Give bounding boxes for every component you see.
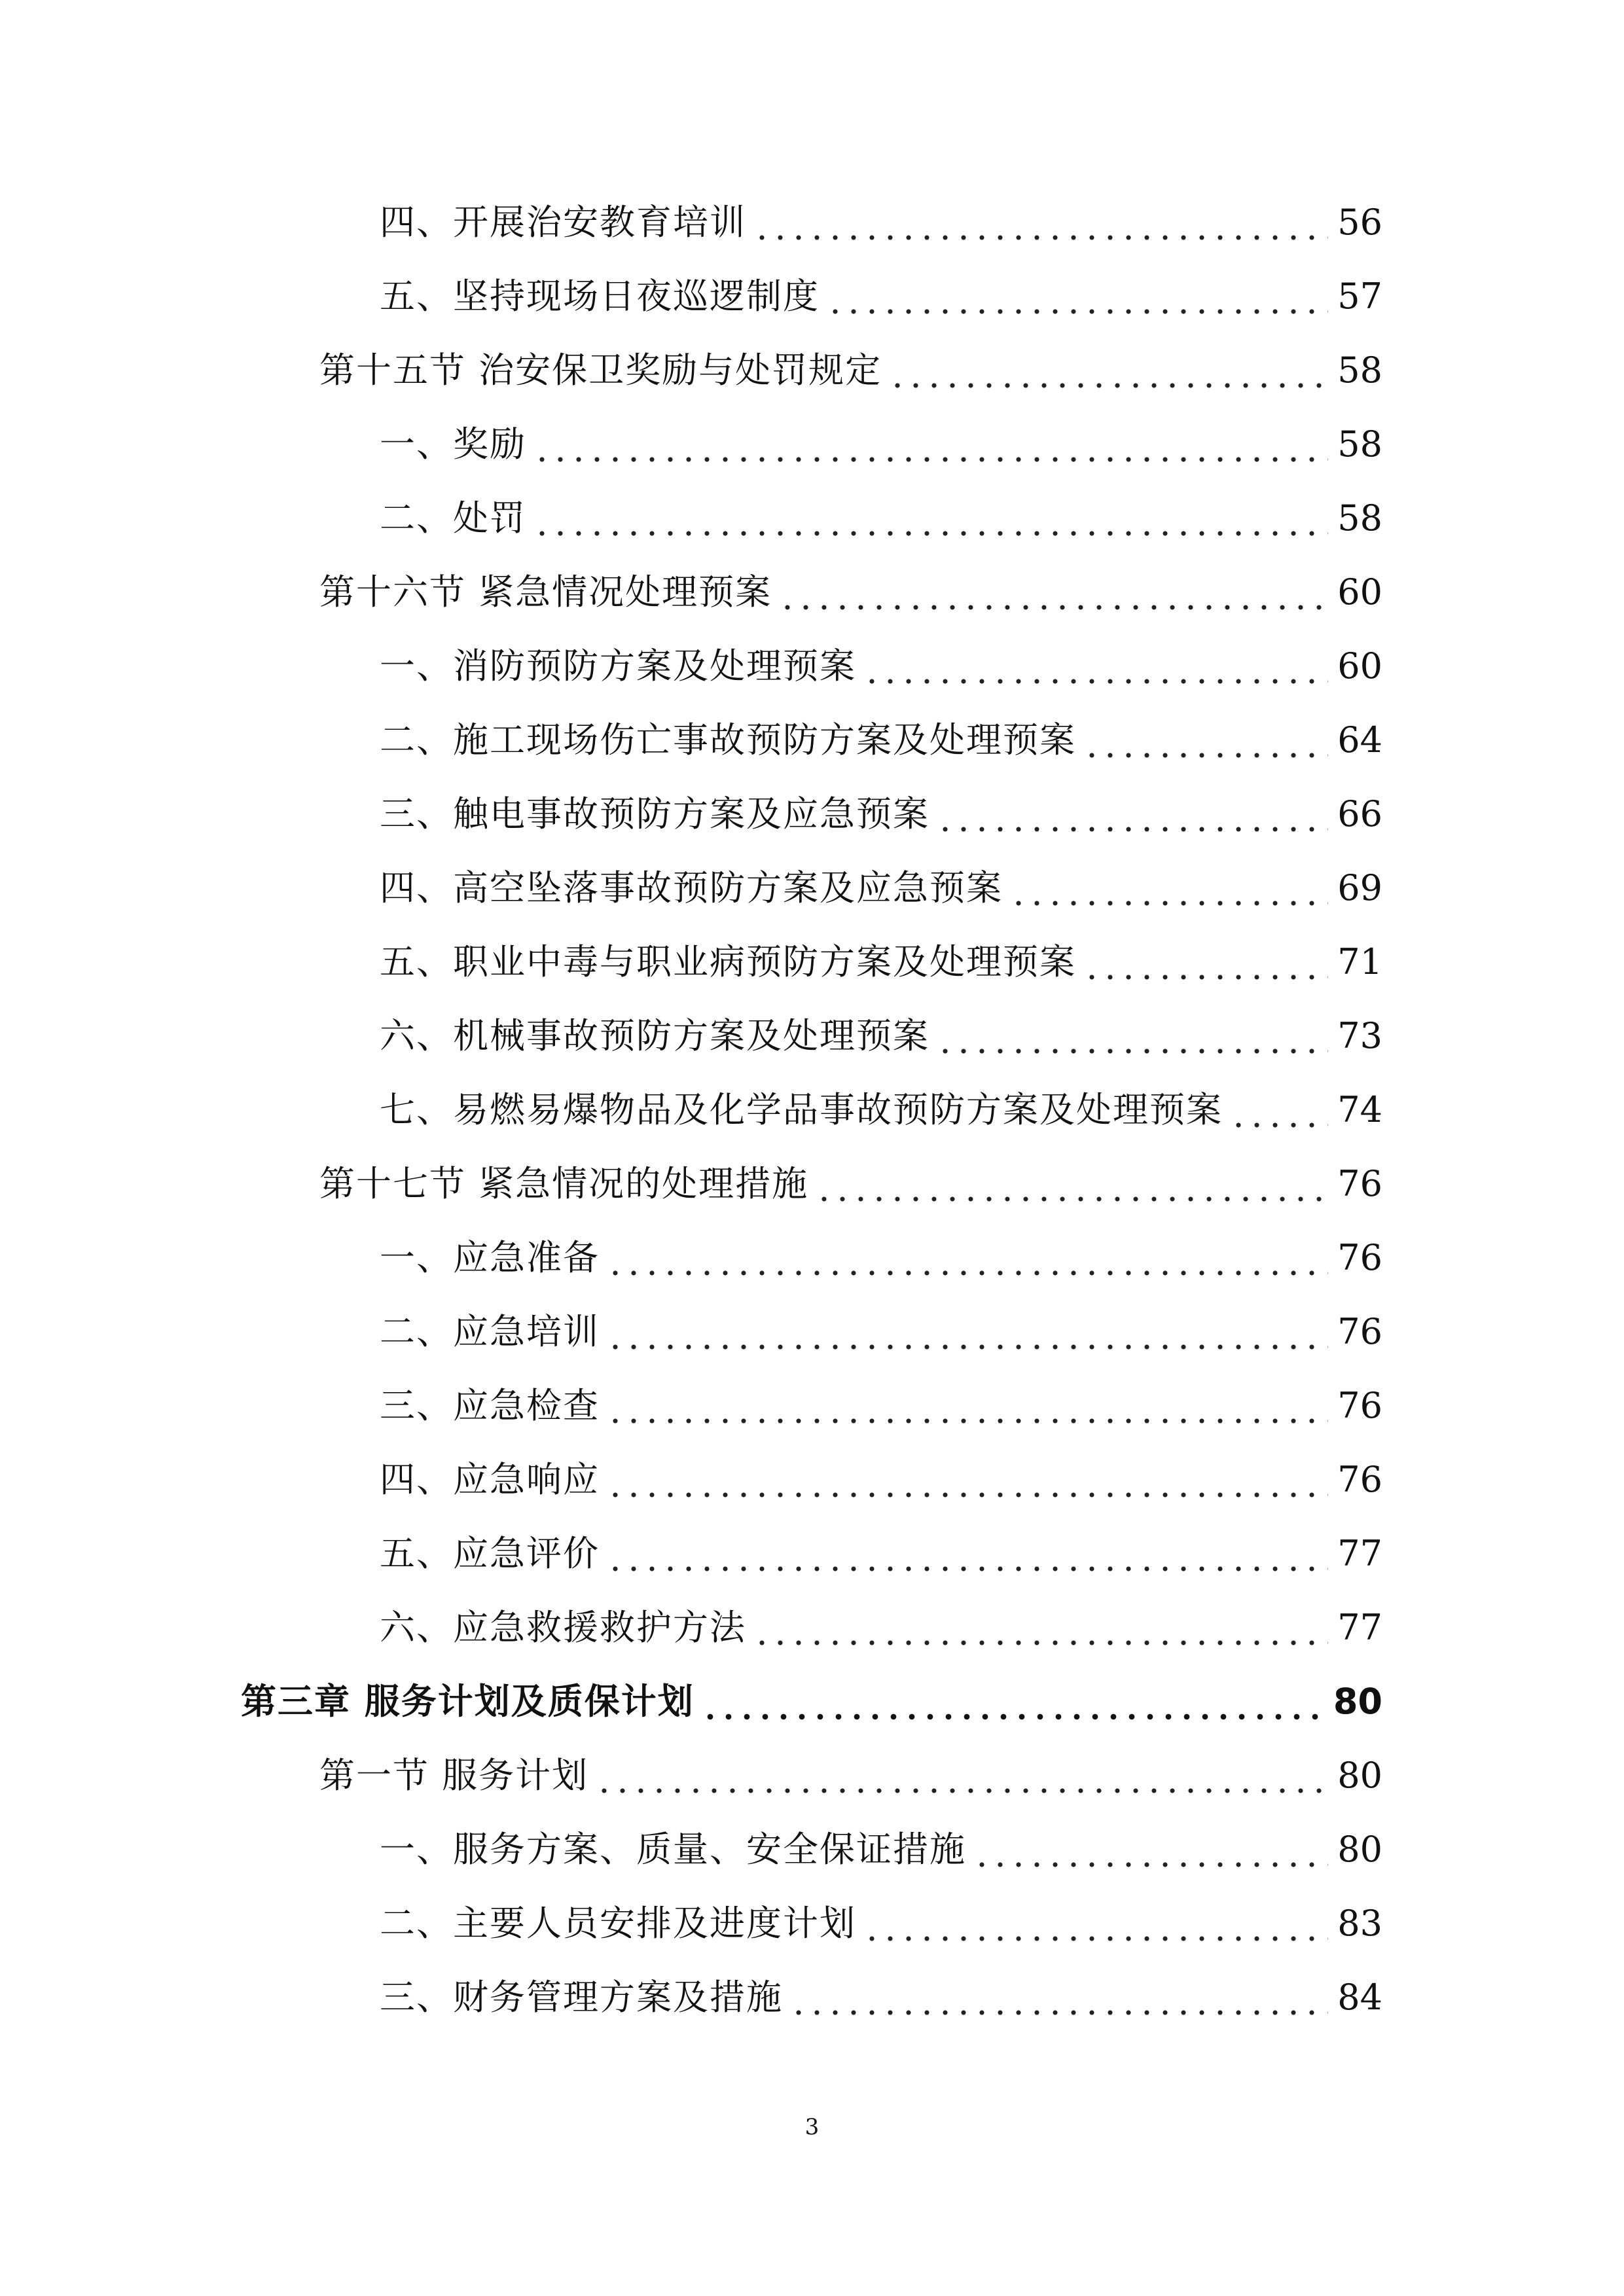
toc-entry-page: 84 (1337, 1977, 1382, 2018)
toc-entry-page: 73 (1337, 1015, 1382, 1056)
toc-entry-title: 第三章 服务计划及质保计划 (241, 1681, 695, 1722)
toc-entry[interactable] (241, 1676, 1382, 1728)
toc-entry[interactable] (319, 1158, 1382, 1210)
toc-entry-title: 六、机械事故预防方案及处理预案 (380, 1015, 929, 1056)
toc-entry-page: 56 (1337, 202, 1382, 243)
toc-entry[interactable] (380, 1528, 1382, 1580)
toc-dot-leader (533, 492, 1328, 545)
toc-dot-leader (863, 640, 1328, 692)
toc-entry[interactable] (380, 1306, 1382, 1358)
toc-dot-leader (533, 418, 1328, 471)
toc-entry-page: 76 (1337, 1459, 1382, 1500)
toc-entry-page: 76 (1337, 1311, 1382, 1352)
toc-entry-title: 一、应急准备 (380, 1237, 600, 1278)
toc-entry-page: 58 (1337, 497, 1382, 539)
toc-entry-title: 第一节 服务计划 (319, 1755, 589, 1796)
toc-dot-leader (606, 1232, 1328, 1284)
toc-entry[interactable] (380, 492, 1382, 545)
toc-dot-leader (1009, 862, 1328, 914)
toc-entry-title: 七、易燃易爆物品及化学品事故预防方案及处理预案 (380, 1089, 1223, 1130)
toc-entry-page: 76 (1337, 1237, 1382, 1278)
toc-entry-page: 80 (1337, 1829, 1382, 1870)
toc-entry-title: 二、处罚 (380, 497, 526, 539)
toc-dot-leader (815, 1158, 1328, 1210)
toc-dot-leader (606, 1454, 1328, 1506)
toc-entry-title: 四、开展治安教育培训 (380, 202, 746, 243)
toc-entry-page: 64 (1337, 719, 1382, 761)
toc-dot-leader (789, 1971, 1328, 2024)
toc-dot-leader (606, 1306, 1328, 1358)
toc-entry-title: 五、应急评价 (380, 1533, 600, 1574)
toc-entry-title: 五、职业中毒与职业病预防方案及处理预案 (380, 941, 1076, 982)
toc-entry-page: 76 (1337, 1163, 1382, 1204)
toc-entry[interactable] (380, 1380, 1382, 1432)
toc-entry-title: 五、坚持现场日夜巡逻制度 (380, 276, 820, 317)
toc-entry-page: 69 (1337, 867, 1382, 908)
toc-entry-page: 58 (1337, 350, 1382, 391)
toc-dot-leader (936, 788, 1328, 840)
toc-dot-leader (863, 1897, 1328, 1950)
toc-dot-leader (888, 344, 1328, 397)
toc-dot-leader (1083, 936, 1328, 988)
toc-dot-leader (753, 1602, 1328, 1654)
toc-entry-page: 57 (1337, 276, 1382, 317)
toc-entry-page: 80 (1333, 1681, 1382, 1722)
toc-entry[interactable] (380, 936, 1382, 988)
toc-entry[interactable] (380, 418, 1382, 471)
toc-entry-title: 六、应急救援救护方法 (380, 1607, 746, 1648)
toc-dot-leader (1083, 714, 1328, 766)
toc-dot-leader (701, 1676, 1324, 1728)
toc-dot-leader (595, 1749, 1328, 1802)
toc-entry[interactable] (380, 1897, 1382, 1950)
toc-entry-title: 二、施工现场伤亡事故预防方案及处理预案 (380, 719, 1076, 761)
toc-entry-page: 60 (1337, 571, 1382, 613)
toc-dot-leader (936, 1010, 1328, 1062)
page-number: 3 (804, 2114, 820, 2140)
toc-entry-page: 60 (1337, 645, 1382, 687)
toc-entry[interactable] (380, 862, 1382, 914)
toc-entry[interactable] (380, 196, 1382, 249)
toc-entry-title: 一、服务方案、质量、安全保证措施 (380, 1829, 966, 1870)
toc-entry[interactable] (380, 270, 1382, 323)
toc-entry[interactable] (380, 1454, 1382, 1506)
toc-entry[interactable] (380, 788, 1382, 840)
toc-entry[interactable] (380, 1971, 1382, 2024)
toc-entry[interactable] (319, 566, 1382, 619)
toc-entry-title: 一、奖励 (380, 423, 526, 465)
toc-entry-title: 第十六节 紧急情况处理预案 (319, 571, 772, 613)
toc-entry-title: 四、应急响应 (380, 1459, 600, 1500)
toc-entry-page: 74 (1337, 1089, 1382, 1130)
toc-dot-leader (1229, 1084, 1328, 1136)
toc-entry-page: 58 (1337, 423, 1382, 465)
toc-entry-title: 二、主要人员安排及进度计划 (380, 1903, 856, 1944)
toc-dot-leader (973, 1823, 1328, 1876)
toc-entry-title: 一、消防预防方案及处理预案 (380, 645, 856, 687)
toc-entry-page: 76 (1337, 1385, 1382, 1426)
toc-entry-title: 第十五节 治安保卫奖励与处罚规定 (319, 350, 882, 391)
toc-entry-title: 三、触电事故预防方案及应急预案 (380, 793, 929, 834)
toc-entry-title: 二、应急培训 (380, 1311, 600, 1352)
toc-entry[interactable] (380, 1602, 1382, 1654)
toc-entry[interactable] (380, 1084, 1382, 1136)
toc-dot-leader (606, 1528, 1328, 1580)
toc-entry-page: 77 (1337, 1533, 1382, 1574)
toc-dot-leader (753, 196, 1328, 249)
toc-entry[interactable] (380, 1232, 1382, 1284)
toc-entry[interactable] (380, 640, 1382, 692)
toc-dot-leader (778, 566, 1328, 619)
toc-entry[interactable] (319, 1749, 1382, 1802)
toc-entry[interactable] (319, 344, 1382, 397)
toc-entry-title: 第十七节 紧急情况的处理措施 (319, 1163, 809, 1204)
toc-dot-leader (826, 270, 1328, 323)
toc-entry[interactable] (380, 1823, 1382, 1876)
toc-entry-page: 77 (1337, 1607, 1382, 1648)
toc-entry-page: 71 (1337, 941, 1382, 982)
toc-entry-title: 三、应急检查 (380, 1385, 600, 1426)
toc-entry-page: 80 (1337, 1755, 1382, 1796)
toc-entry[interactable] (380, 1010, 1382, 1062)
toc-entry-page: 66 (1337, 793, 1382, 834)
toc-dot-leader (606, 1380, 1328, 1432)
toc-entry-title: 三、财务管理方案及措施 (380, 1977, 783, 2018)
toc-entry-title: 四、高空坠落事故预防方案及应急预案 (380, 867, 1003, 908)
toc-entry[interactable] (380, 714, 1382, 766)
toc-entry-page: 83 (1337, 1903, 1382, 1944)
